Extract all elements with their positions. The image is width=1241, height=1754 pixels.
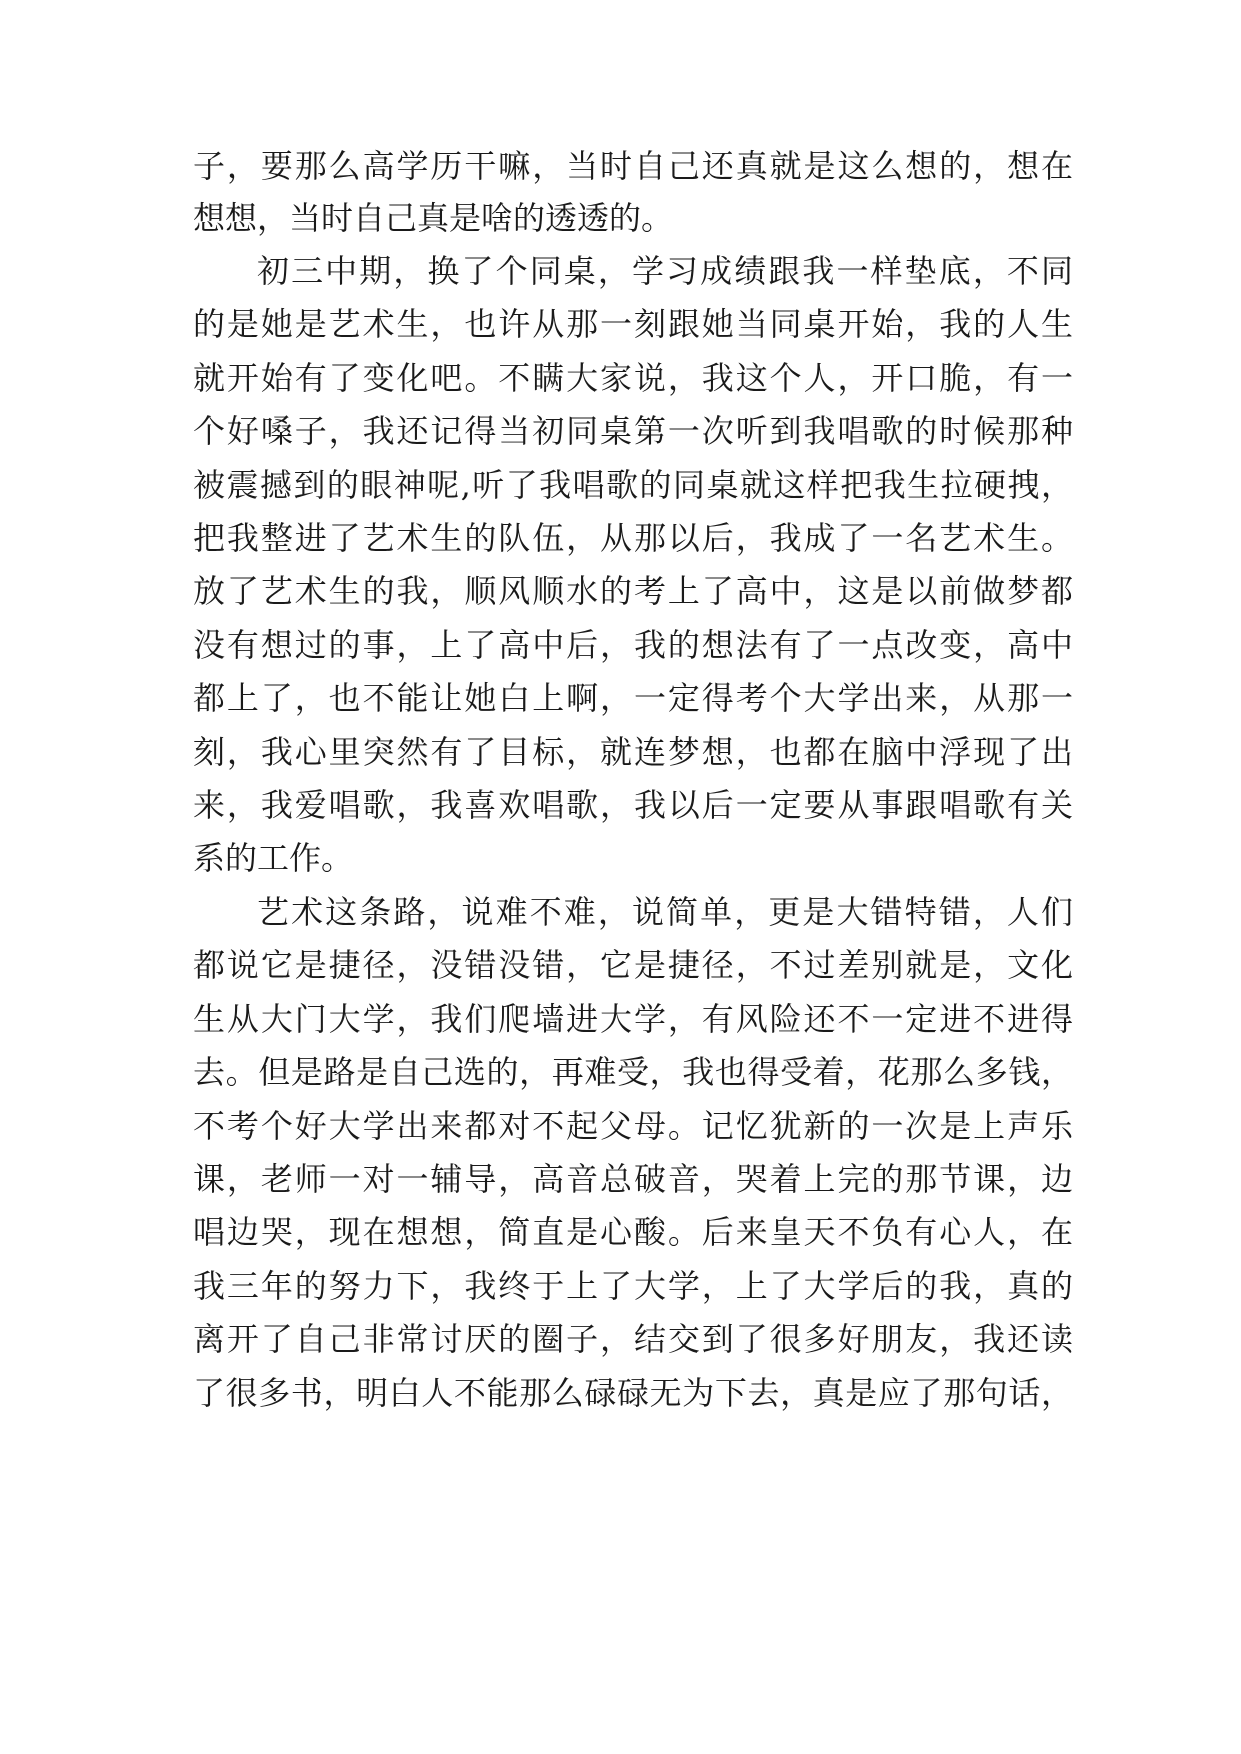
- text-line-4: 的是她是艺术生，也许从那一刻跟她当同桌开始，我的人生: [193, 305, 1073, 343]
- text-line-12: 刻，我心里突然有了目标，就连梦想，也都在脑中浮现了出: [193, 733, 1073, 771]
- text-line-13: 来，我爱唱歌，我喜欢唱歌，我以后一定要从事跟唱歌有关: [193, 786, 1073, 824]
- text-line-10: 没有想过的事，上了高中后，我的想法有了一点改变，高中: [193, 626, 1073, 664]
- text-line-19: 不考个好大学出来都对不起父母。记忆犹新的一次是上声乐: [193, 1107, 1073, 1145]
- paragraph-3-line-1: 艺术这条路，说难不难，说简单，更是大错特错，人们: [257, 893, 1073, 931]
- text-line-20: 课，老师一对一辅导，高音总破音，哭着上完的那节课，边: [193, 1160, 1073, 1198]
- text-line-18: 去。但是路是自己选的，再难受，我也得受着，花那么多钱，: [193, 1053, 1073, 1091]
- text-line-11: 都上了，也不能让她白上啊，一定得考个大学出来，从那一: [193, 679, 1073, 717]
- text-line-24: 了很多书，明白人不能那么碌碌无为下去，真是应了那句话，: [193, 1374, 1073, 1412]
- text-line-17: 生从大门大学，我们爬墙进大学，有风险还不一定进不进得: [193, 1000, 1073, 1038]
- text-line-1: 子，要那么高学历干嘛，当时自己还真就是这么想的，想在: [193, 147, 1073, 185]
- text-line-14: 系的工作。: [193, 839, 354, 877]
- text-line-21: 唱边哭，现在想想，简直是心酸。后来皇天不负有心人，在: [193, 1213, 1073, 1251]
- text-line-2: 想想，当时自己真是啥的透透的。: [193, 199, 674, 237]
- text-line-16: 都说它是捷径，没错没错，它是捷径，不过差别就是，文化: [193, 946, 1073, 984]
- text-line-5: 就开始有了变化吧。不瞒大家说，我这个人，开口脆，有一: [193, 359, 1073, 397]
- text-line-9: 放了艺术生的我，顺风顺水的考上了高中，这是以前做梦都: [193, 572, 1073, 610]
- text-line-23: 离开了自己非常讨厌的圈子，结交到了很多好朋友，我还读: [193, 1320, 1073, 1358]
- text-line-6: 个好嗓子，我还记得当初同桌第一次听到我唱歌的时候那种: [193, 412, 1073, 450]
- text-line-22: 我三年的努力下，我终于上了大学，上了大学后的我，真的: [193, 1267, 1073, 1305]
- text-line-8: 把我整进了艺术生的队伍，从那以后，我成了一名艺术生。: [193, 519, 1073, 557]
- paragraph-2-line-1: 初三中期，换了个同桌，学习成绩跟我一样垫底，不同: [257, 252, 1073, 290]
- text-line-7: 被震撼到的眼神呢,听了我唱歌的同桌就这样把我生拉硬拽，: [193, 466, 1073, 504]
